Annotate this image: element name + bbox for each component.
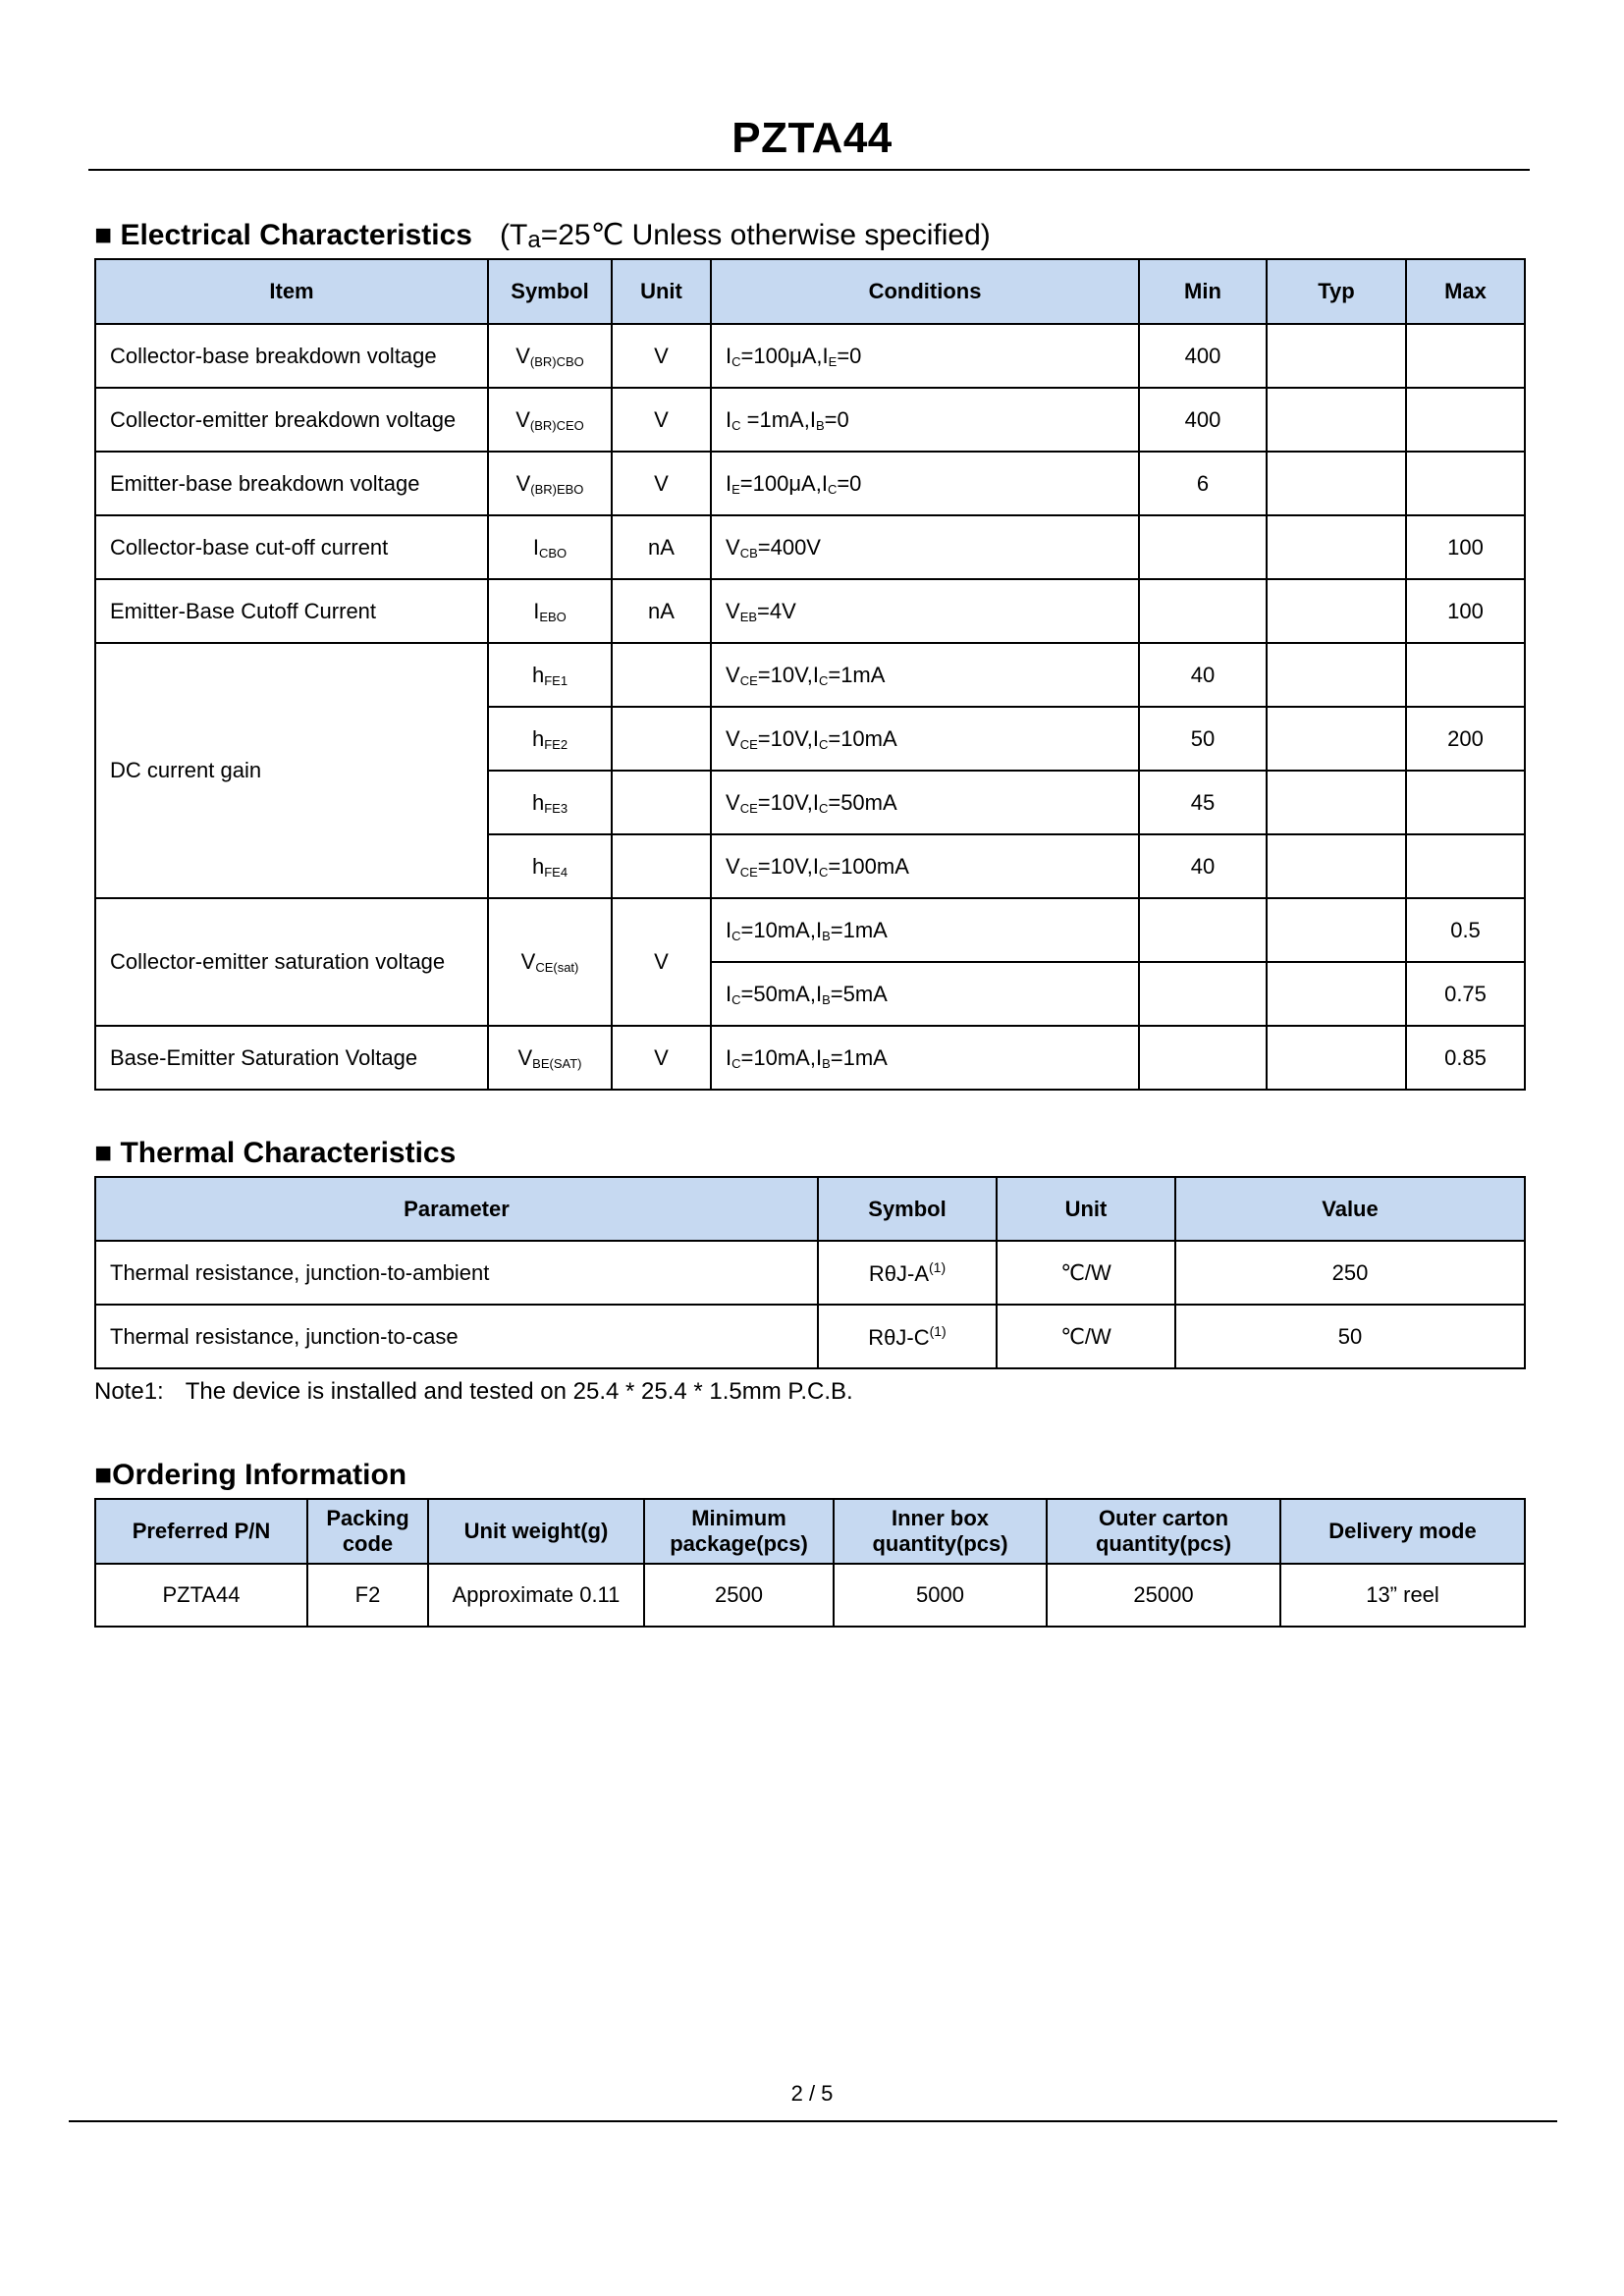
- header-max: Max: [1406, 259, 1525, 324]
- unit-cell: ℃/W: [997, 1241, 1175, 1305]
- unit-cell: [612, 834, 711, 898]
- item-cell: Collector-emitter breakdown voltage: [95, 388, 488, 452]
- typ-cell: [1267, 1026, 1406, 1090]
- header-inner-box: Inner box quantity(pcs): [834, 1499, 1047, 1564]
- header-parameter: Parameter: [95, 1177, 818, 1241]
- unit-cell: V: [612, 388, 711, 452]
- conditions-cell: IC=10mA,IB=1mA: [711, 898, 1139, 962]
- conditions-cell: VEB=4V: [711, 579, 1139, 643]
- header-value: Value: [1175, 1177, 1525, 1241]
- unit-cell: [612, 643, 711, 707]
- header-item: Item: [95, 259, 488, 324]
- conditions-cell: VCB=400V: [711, 515, 1139, 579]
- table-row: [95, 1026, 1525, 1090]
- symbol-cell: RθJ-$A^{(1)}$: [818, 1241, 997, 1305]
- parameter-cell: Thermal resistance, junction-to-case: [95, 1305, 818, 1368]
- table-row: [95, 579, 1525, 643]
- table-row: [95, 324, 1525, 388]
- unit-cell: ℃/W: [997, 1305, 1175, 1368]
- symbol-cell: hFE1: [488, 643, 612, 707]
- value-cell: 50: [1175, 1305, 1525, 1368]
- item-cell: Collector-base breakdown voltage: [95, 324, 488, 388]
- unit-cell: V: [612, 452, 711, 515]
- electrical-heading: [94, 218, 991, 254]
- min-cell: 6: [1139, 452, 1267, 515]
- header-outer-carton: Outer carton quantity(pcs): [1047, 1499, 1280, 1564]
- symbol-cell: V(BR)CBO: [488, 324, 612, 388]
- symbol-cell: ICBO: [488, 515, 612, 579]
- symbol-cell: VCE(sat): [488, 898, 612, 1026]
- header-unit: Unit: [997, 1177, 1175, 1241]
- parameter-cell: Thermal resistance, junction-to-ambient: [95, 1241, 818, 1305]
- max-cell: 0.75: [1406, 962, 1525, 1026]
- typ-cell: [1267, 898, 1406, 962]
- min-cell: [1139, 579, 1267, 643]
- min-cell: 400: [1139, 388, 1267, 452]
- header-minimum-package: Minimum package(pcs): [644, 1499, 834, 1564]
- table-row: [95, 388, 1525, 452]
- item-cell: Emitter-base breakdown voltage: [95, 452, 488, 515]
- unit-cell: [612, 771, 711, 834]
- table-row: [95, 1305, 1525, 1368]
- min-cell: [1139, 898, 1267, 962]
- value-cell: 250: [1175, 1241, 1525, 1305]
- header-symbol: Symbol: [488, 259, 612, 324]
- thermal-table: [94, 1176, 1526, 1369]
- packing-code-cell: F2: [307, 1564, 428, 1627]
- max-cell: 100: [1406, 579, 1525, 643]
- conditions-cell: IC=50mA,IB=5mA: [711, 962, 1139, 1026]
- unit-cell: nA: [612, 515, 711, 579]
- electrical-heading-text: ■ Electrical Characteristics: [94, 219, 472, 251]
- electrical-header-row: [95, 259, 1525, 324]
- min-cell: [1139, 515, 1267, 579]
- note-label: Note1:: [94, 1378, 164, 1405]
- outer-carton-cell: 25000: [1047, 1564, 1280, 1627]
- note-text: The device is installed and tested on 25.4 * 25.4 * 1.5mm P.C.B.: [185, 1378, 853, 1405]
- conditions-cell: IC=100μA,IE=0: [711, 324, 1139, 388]
- table-row: [95, 643, 1525, 707]
- table-row: [95, 515, 1525, 579]
- electrical-table: [94, 258, 1526, 1091]
- max-cell: [1406, 452, 1525, 515]
- conditions-cell: VCE=10V,IC=1mA: [711, 643, 1139, 707]
- item-cell-vce-sat: Collector-emitter saturation voltage: [95, 898, 488, 1026]
- page-title: PZTA44: [731, 114, 893, 162]
- conditions-cell: IC =1mA,IB=0: [711, 388, 1139, 452]
- ordering-heading: ■Ordering Information: [94, 1459, 407, 1491]
- item-cell-dc-gain: DC current gain: [95, 643, 488, 898]
- header-symbol: Symbol: [818, 1177, 997, 1241]
- typ-cell: [1267, 452, 1406, 515]
- symbol-cell: hFE2: [488, 707, 612, 771]
- min-cell: 40: [1139, 643, 1267, 707]
- symbol-cell: VBE(SAT): [488, 1026, 612, 1090]
- unit-cell: V: [612, 324, 711, 388]
- symbol-cell: hFE4: [488, 834, 612, 898]
- conditions-cell: VCE=10V,IC=100mA: [711, 834, 1139, 898]
- page-number: 2 / 5: [790, 2081, 834, 2106]
- max-cell: 100: [1406, 515, 1525, 579]
- header-preferred-pn: Preferred P/N: [95, 1499, 307, 1564]
- conditions-cell: IE=100μA,IC=0: [711, 452, 1139, 515]
- item-cell: Emitter-Base Cutoff Current: [95, 579, 488, 643]
- max-cell: [1406, 834, 1525, 898]
- symbol-cell: V(BR)EBO: [488, 452, 612, 515]
- min-cell: 40: [1139, 834, 1267, 898]
- max-cell: 0.85: [1406, 1026, 1525, 1090]
- max-cell: [1406, 324, 1525, 388]
- min-cell: [1139, 1026, 1267, 1090]
- thermal-header-row: [95, 1177, 1525, 1241]
- typ-cell: [1267, 388, 1406, 452]
- header-packing-code: Packing code: [307, 1499, 428, 1564]
- typ-cell: [1267, 643, 1406, 707]
- item-cell: Collector-base cut-off current: [95, 515, 488, 579]
- delivery-mode-cell: 13” reel: [1280, 1564, 1525, 1627]
- electrical-condition: (Ta=25℃ Unless otherwise specified): [500, 219, 991, 253]
- header-unit-weight: Unit weight(g): [428, 1499, 644, 1564]
- symbol-cell: V(BR)CEO: [488, 388, 612, 452]
- min-cell: [1139, 962, 1267, 1026]
- unit-weight-cell: Approximate 0.11: [428, 1564, 644, 1627]
- thermal-note: [94, 1378, 853, 1406]
- conditions-cell: IC=10mA,IB=1mA: [711, 1026, 1139, 1090]
- table-row: [95, 452, 1525, 515]
- unit-cell: [612, 707, 711, 771]
- header-unit: Unit: [612, 259, 711, 324]
- symbol-cell: RθJ-$C^{(1)}$: [818, 1305, 997, 1368]
- unit-cell: nA: [612, 579, 711, 643]
- typ-cell: [1267, 324, 1406, 388]
- table-row: [95, 898, 1525, 962]
- conditions-cell: VCE=10V,IC=50mA: [711, 771, 1139, 834]
- thermal-heading: ■ Thermal Characteristics: [94, 1137, 457, 1169]
- header-conditions: Conditions: [711, 259, 1139, 324]
- unit-cell: V: [612, 1026, 711, 1090]
- title-rule: [88, 169, 1530, 171]
- min-cell: 50: [1139, 707, 1267, 771]
- conditions-cell: VCE=10V,IC=10mA: [711, 707, 1139, 771]
- unit-cell: V: [612, 898, 711, 1026]
- max-cell: 200: [1406, 707, 1525, 771]
- item-cell: Base-Emitter Saturation Voltage: [95, 1026, 488, 1090]
- inner-box-cell: 5000: [834, 1564, 1047, 1627]
- footer-rule: [69, 2120, 1557, 2122]
- table-row: [95, 1241, 1525, 1305]
- header-min: Min: [1139, 259, 1267, 324]
- typ-cell: [1267, 771, 1406, 834]
- header-delivery-mode: Delivery mode: [1280, 1499, 1525, 1564]
- typ-cell: [1267, 834, 1406, 898]
- ordering-header-row: [95, 1499, 1525, 1564]
- max-cell: [1406, 771, 1525, 834]
- table-row: [95, 1564, 1525, 1627]
- min-cell: 400: [1139, 324, 1267, 388]
- symbol-cell: IEBO: [488, 579, 612, 643]
- pn-cell: PZTA44: [95, 1564, 307, 1627]
- min-cell: 45: [1139, 771, 1267, 834]
- typ-cell: [1267, 962, 1406, 1026]
- typ-cell: [1267, 579, 1406, 643]
- symbol-cell: hFE3: [488, 771, 612, 834]
- max-cell: [1406, 643, 1525, 707]
- typ-cell: [1267, 707, 1406, 771]
- ordering-table: [94, 1498, 1526, 1628]
- max-cell: [1406, 388, 1525, 452]
- max-cell: 0.5: [1406, 898, 1525, 962]
- typ-cell: [1267, 515, 1406, 579]
- minimum-package-cell: 2500: [644, 1564, 834, 1627]
- header-typ: Typ: [1267, 259, 1406, 324]
